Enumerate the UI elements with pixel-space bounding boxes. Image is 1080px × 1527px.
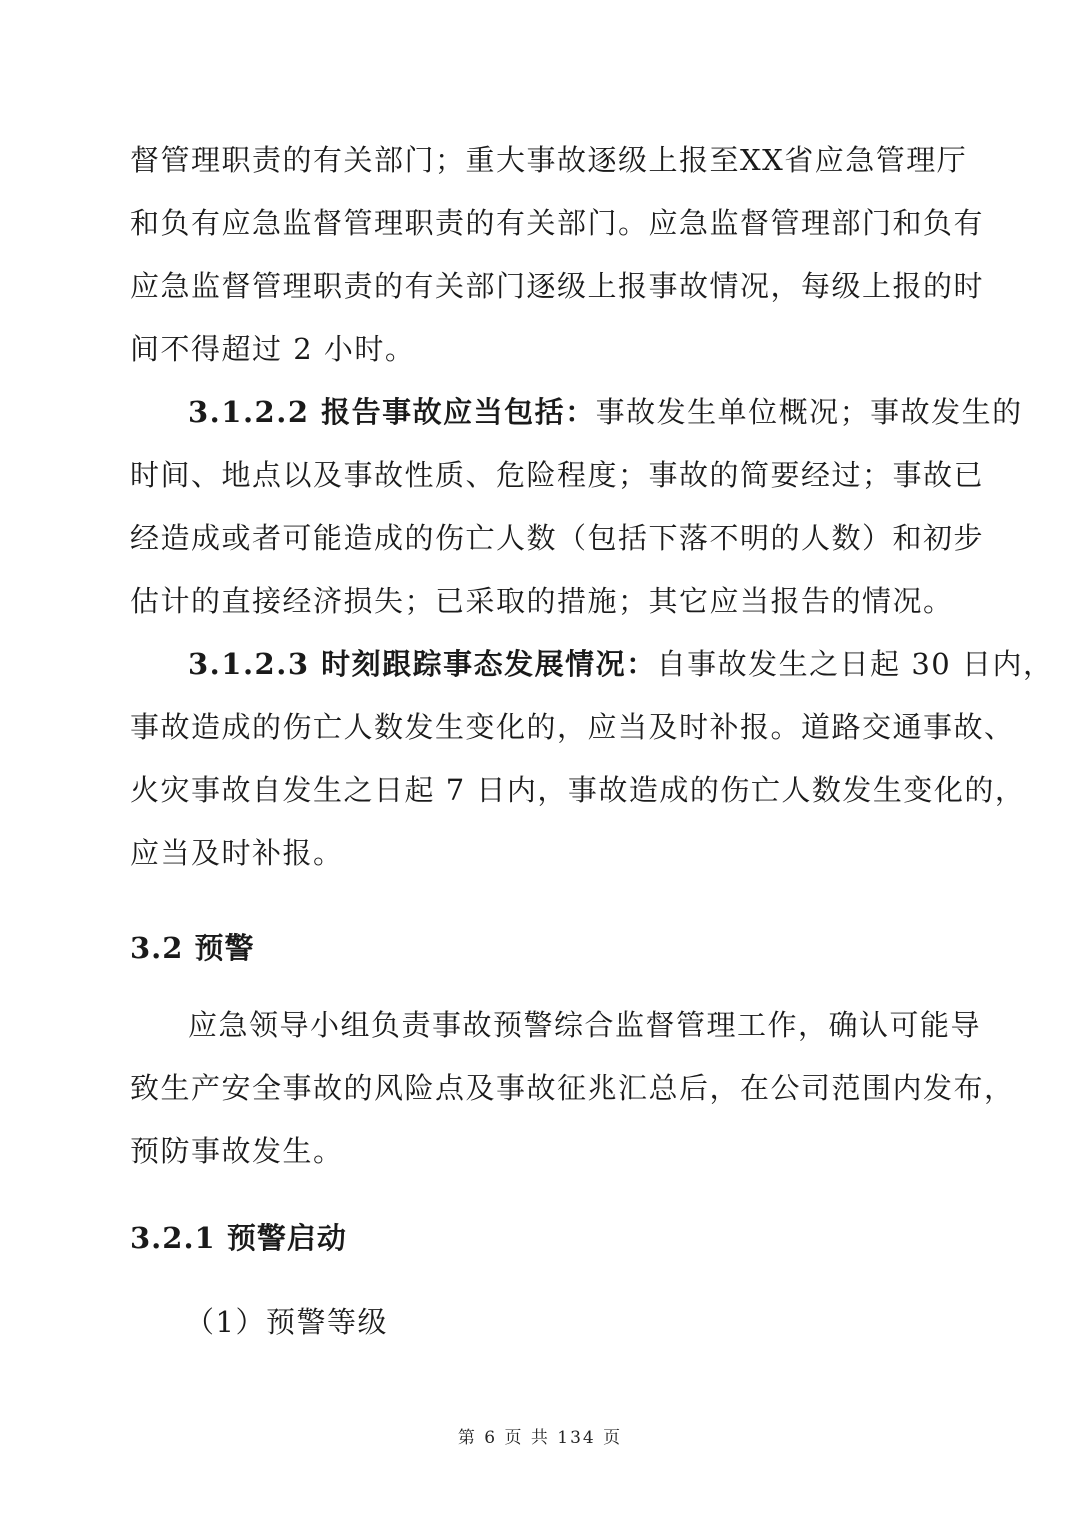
section-heading-3-2: 3.2 预警 bbox=[130, 931, 255, 965]
paragraph-line: 经造成或者可能造成的伤亡人数（包括下落不明的人数）和初步 bbox=[130, 521, 985, 555]
item-3-1-2-3-first-line bbox=[188, 644, 1054, 684]
paragraph-line: 应当及时补报。 bbox=[130, 836, 344, 870]
paragraph-line: 时间、地点以及事故性质、危险程度；事故的简要经过；事故已 bbox=[130, 458, 985, 492]
paragraph-line: 和负有应急监督管理职责的有关部门。应急监督管理部门和负有 bbox=[130, 206, 985, 240]
section-heading-3-2-1: 3.2.1 预警启动 bbox=[130, 1221, 347, 1255]
item-3-1-2-2-first-line bbox=[188, 392, 1023, 432]
paragraph-line: 事故造成的伤亡人数发生变化的，应当及时补报。道路交通事故、 bbox=[130, 710, 1015, 744]
item-text: 事故发生单位概况；事故发生的 bbox=[595, 395, 1023, 429]
page-number-footer: 第 6 页 共 134 页 bbox=[457, 1428, 623, 1448]
paragraph-line: 预防事故发生。 bbox=[130, 1134, 344, 1168]
paragraph-line: 致生产安全事故的风险点及事故征兆汇总后，在公司范围内发布， bbox=[130, 1071, 1015, 1105]
paragraph-line: 应急监督管理职责的有关部门逐级上报事故情况，每级上报的时 bbox=[130, 269, 985, 303]
paragraph-line: 间不得超过 2 小时。 bbox=[130, 332, 416, 366]
item-text: 自事故发生之日起 30 日内， bbox=[656, 647, 1054, 681]
paragraph-line: 火灾事故自发生之日起 7 日内，事故造成的伤亡人数发生变化的， bbox=[130, 773, 1026, 807]
paragraph-line: 督管理职责的有关部门；重大事故逐级上报至XX省应急管理厅 bbox=[130, 143, 968, 177]
item-label: 3.1.2.2 报告事故应当包括： bbox=[188, 395, 596, 429]
item-label: 3.1.2.3 时刻跟踪事态发展情况： bbox=[188, 647, 657, 681]
paragraph-line: 估计的直接经济损失；已采取的措施；其它应当报告的情况。 bbox=[130, 584, 954, 618]
paragraph-line: 应急领导小组负责事故预警综合监督管理工作，确认可能导 bbox=[188, 1008, 982, 1042]
list-item-warning-level: （1）预警等级 bbox=[185, 1305, 388, 1339]
